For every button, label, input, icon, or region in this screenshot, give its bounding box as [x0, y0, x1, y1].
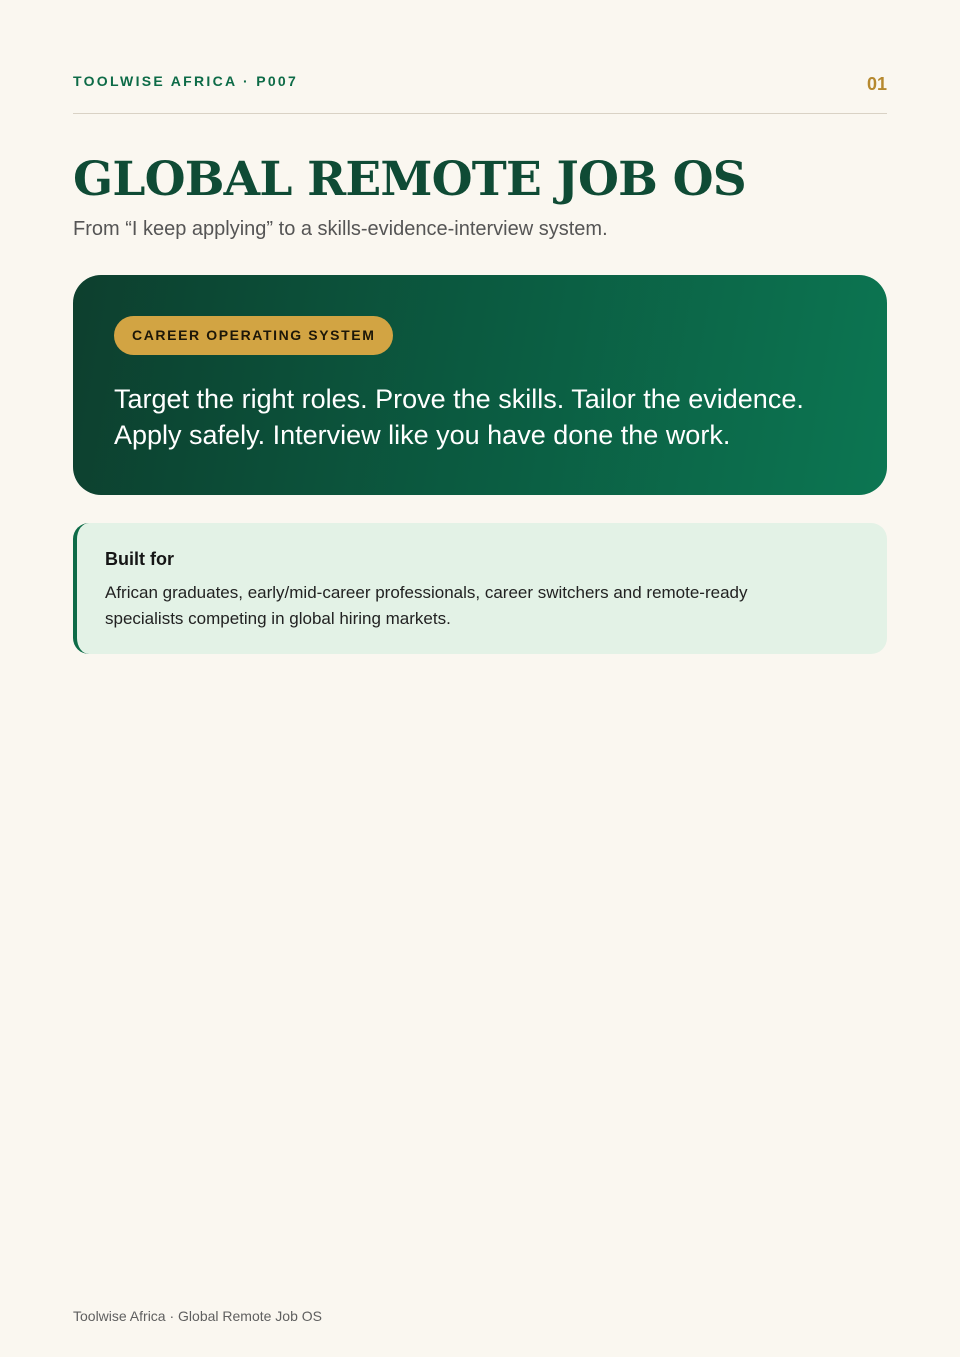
audience-callout [73, 523, 887, 654]
hero-card [73, 275, 887, 495]
page-number: 01 [866, 74, 887, 94]
page-footer: Toolwise Africa · Global Remote Job OS [73, 1308, 322, 1324]
page-subtitle: From “I keep applying” to a skills-evidence-interview system. [73, 218, 608, 240]
document-page [73, 0, 887, 1357]
page-header [73, 70, 887, 114]
brand-label: TOOLWISE AFRICA · P007 [73, 73, 299, 89]
career-system-badge: CAREER OPERATING SYSTEM [114, 316, 393, 355]
audience-callout-text: African graduates, early/mid-career professionals, career switchers and remote-ready specialists competing in global hiring markets. [105, 583, 748, 628]
page-title: GLOBAL REMOTE JOB OS [73, 152, 746, 207]
hero-statement: Target the right roles. Prove the skills. Tailor the evidence. Apply safely. Interview like you have done the work. [114, 384, 804, 450]
audience-callout-title: Built for [105, 549, 174, 569]
